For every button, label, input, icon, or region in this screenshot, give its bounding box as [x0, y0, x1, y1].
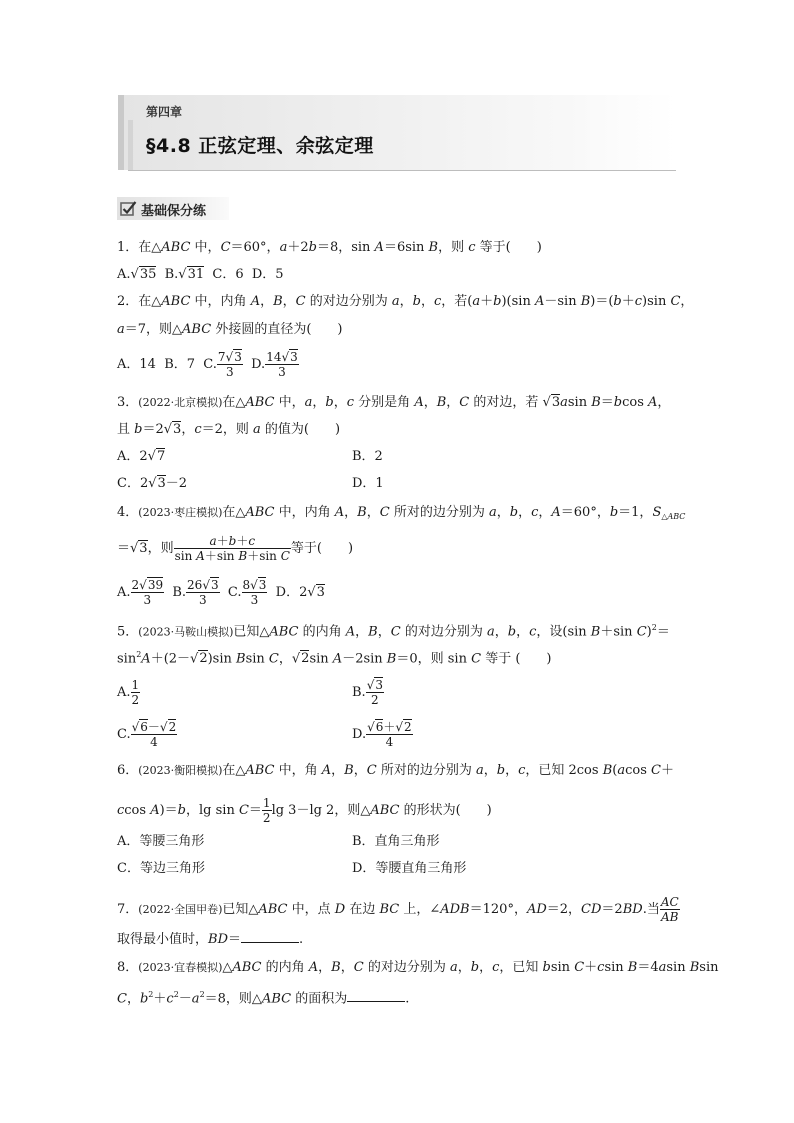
- header-accent-bar: [118, 95, 124, 170]
- q5-option-b: B. $\frac{√3}{2}$: [352, 678, 383, 707]
- q2-stem-line1: 2．在△ABC 中，内角 A，B，C 的对边分别为 a，b，c，若(a＋b)(sin A－sin B)＝(b＋c)sin C，: [117, 294, 694, 309]
- q7-answer-blank[interactable]: [241, 942, 299, 943]
- header-divider: [128, 170, 676, 171]
- q3-option-c: C．2√3－2: [117, 476, 188, 491]
- q3-stem-line1: 3．(2022·北京模拟)在△ABC 中，a，b，c 分别是角 A，B，C 的对边，若 √3asin B＝bcos A，: [117, 395, 671, 410]
- q4-stem-line1: 4．(2023·枣庄模拟)在△ABC 中，内角 A，B，C 所对的边分别为 a，b，c，A＝60°，b＝1，$S_{\triangle ABC}$: [117, 505, 686, 521]
- q4-stem-line2: ＝√3，则 $\frac{a+b+c}{\text{sin A＋sin B＋sin C}}$ 等于( ): [117, 534, 354, 563]
- q2-options: A．14 B．7 C. $\frac{7√3}{3}$ D. $\frac{14√3}{3}$: [117, 350, 298, 379]
- header-accent-bar-inner: [128, 120, 133, 170]
- q2-stem-line2: a＝7，则△ABC 外接圆的直径为( ): [117, 322, 343, 337]
- q5-stem-line2: $\sin^2A+(2-√2)\sin$ Bsin C，√2sin A－2sin B＝0，则 sin C 等于 ( ): [117, 650, 552, 667]
- q6-option-c: C．等边三角形: [117, 861, 205, 876]
- q5-stem-line1: 5．(2023·马鞍山模拟)已知△ABC 的内角 A，B，C 的对边分别为 a，b，c，设(sin B＋sin C)$^2$＝: [117, 623, 670, 640]
- q1-options: A.√35 B.√31 C．6 D．5: [117, 267, 284, 282]
- q6-option-d: D．等腰直角三角形: [352, 861, 467, 876]
- q3-option-d: D．1: [352, 476, 384, 491]
- q6-option-b: B．直角三角形: [352, 834, 440, 849]
- q8-stem-line2: C，$b^2+c^2-a^2=8$，则△ABC 的面积为 .: [117, 990, 410, 1007]
- q7-stem-line1: 7．(2022·全国甲卷)已知△ABC 中，点 D 在边 BC 上，∠ADB＝120°，AD＝2，CD＝2BD.当 $\frac{AC}{AB}$: [117, 895, 679, 924]
- q5-option-d: D. $\frac{√6+√2}{4}$: [352, 720, 412, 749]
- q4-options: A. $\frac{2√39}{3}$ B. $\frac{26√3}{3}$ C. $\frac{8√3}{3}$ D．2√3: [117, 578, 325, 607]
- q5-option-a: A. $\frac{1}{2}$: [117, 678, 140, 707]
- q7-stem-line2: 取得最小值时，BD＝ .: [117, 932, 304, 947]
- checkbox-icon: [120, 200, 137, 217]
- chapter-label: 第四章: [146, 105, 183, 119]
- q6-stem-line1: 6．(2023·衡阳模拟)在△ABC 中，角 A，B，C 所对的边分别为 a，b，c，已知 2cos B(acos C＋: [117, 763, 674, 778]
- section-label: 基础保分练: [141, 204, 207, 219]
- q1-stem: 1．在△ABC 中，C＝60°，a＋2b＝8，sin A＝6sin B，则 c 等于( ): [117, 240, 542, 255]
- q3-stem-line2: 且 b＝2√3，c＝2，则 a 的值为( ): [117, 422, 341, 437]
- q5-option-c: C. $\frac{√6-√2}{4}$: [117, 720, 177, 749]
- q8-stem-line1: 8．(2023·宜春模拟)△ABC 的内角 A，B，C 的对边分别为 a，b，c，已知 bsin C＋csin B＝4asin Bsin: [117, 960, 719, 975]
- q6-option-a: A．等腰三角形: [117, 834, 205, 849]
- q3-option-a: A．2√7: [117, 449, 166, 464]
- q8-answer-blank[interactable]: [347, 1001, 405, 1002]
- q6-stem-line2: ccos A)＝b，lg sin C＝ $\frac{1}{2}$ lg 3－lg 2，则△ABC 的形状为( ): [117, 796, 492, 825]
- page-title: §4.8 正弦定理、余弦定理: [146, 135, 374, 157]
- q3-option-b: B．2: [352, 449, 383, 464]
